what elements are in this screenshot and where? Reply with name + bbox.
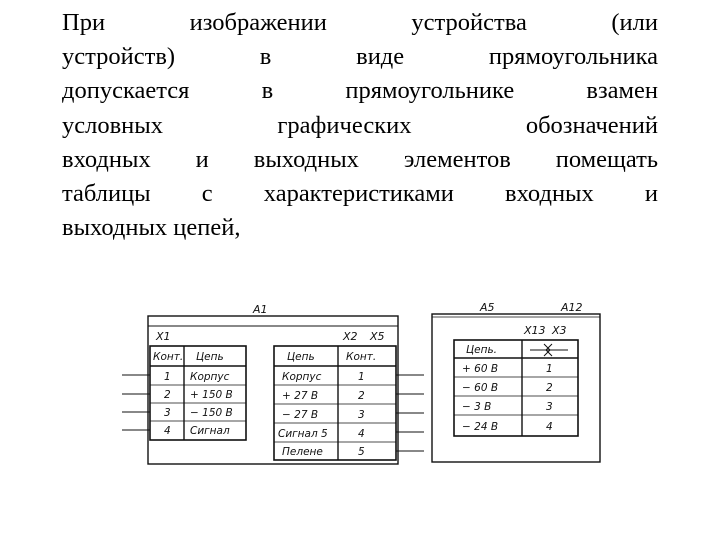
table-cell: 3 xyxy=(546,401,553,413)
table-cell: Пелене xyxy=(282,446,323,458)
connector-x2-label: Х2 xyxy=(343,330,358,343)
connector-x1-label: Х1 xyxy=(156,330,171,343)
table-cell: + 150 В xyxy=(190,389,233,401)
device-a1 xyxy=(122,303,424,464)
table-header: Цепь xyxy=(287,351,315,363)
device-a5-label: А5 xyxy=(480,301,495,314)
table-cell: 3 xyxy=(358,409,365,421)
right-device-table xyxy=(454,340,578,436)
table-header: Конт. xyxy=(346,351,377,363)
paragraph-line: допускается в прямоугольнике взамен xyxy=(62,77,658,105)
table-cell: 1 xyxy=(164,371,171,383)
paragraph-line: При изображении устройства (или xyxy=(62,9,658,36)
table-cell: + 27 В xyxy=(282,390,319,402)
table-header: Конт. xyxy=(153,351,184,363)
table-cell: 3 xyxy=(164,407,171,419)
table-cell: Корпус xyxy=(282,371,322,383)
table-cell: Корпус xyxy=(190,371,230,383)
connector-x13-label: Х13 xyxy=(524,324,546,337)
table-cell: − 3 В xyxy=(462,401,492,413)
table-cell: − 150 В xyxy=(190,407,233,419)
connector-symbol-icon xyxy=(530,344,568,356)
device-a5 xyxy=(432,301,600,462)
connector-x5-label: Х5 xyxy=(370,330,385,343)
table-cell: − 60 В xyxy=(462,382,499,394)
table-cell: 1 xyxy=(358,371,365,383)
table-cell: 5 xyxy=(358,446,365,458)
table-header: Цепь xyxy=(196,351,224,363)
output-wires xyxy=(396,375,424,451)
table-cell: 1 xyxy=(546,363,553,375)
right-connector-table xyxy=(274,346,396,460)
device-a12-label: А12 xyxy=(561,301,583,314)
table-cell: − 27 В xyxy=(282,409,319,421)
table-cell: 2 xyxy=(164,389,171,401)
connector-x3-label: Х3 xyxy=(552,324,567,337)
table-cell: 4 xyxy=(164,425,171,437)
paragraph-line: условных графических обозначений xyxy=(62,111,658,139)
left-connector-table xyxy=(150,346,246,440)
table-cell: Сигнал 5 xyxy=(278,428,328,440)
device-a1-label: А1 xyxy=(253,303,268,316)
input-wires xyxy=(122,375,150,430)
table-cell: − 24 В xyxy=(462,421,499,433)
paragraph-line: устройств) в виде прямоугольника xyxy=(62,43,658,71)
paragraph-line: таблицы с характеристиками входных и xyxy=(62,179,658,207)
table-cell: 4 xyxy=(546,421,553,433)
table-cell: 4 xyxy=(358,428,365,440)
table-header: Цепь. xyxy=(466,344,498,356)
table-cell: 2 xyxy=(358,390,365,402)
table-cell: Сигнал xyxy=(190,425,230,437)
table-cell: + 60 В xyxy=(462,363,499,375)
paragraph-line: выходных цепей, xyxy=(62,214,241,242)
paragraph-line: входных и выходных элементов помещать xyxy=(62,145,658,173)
table-cell: 2 xyxy=(546,382,553,394)
